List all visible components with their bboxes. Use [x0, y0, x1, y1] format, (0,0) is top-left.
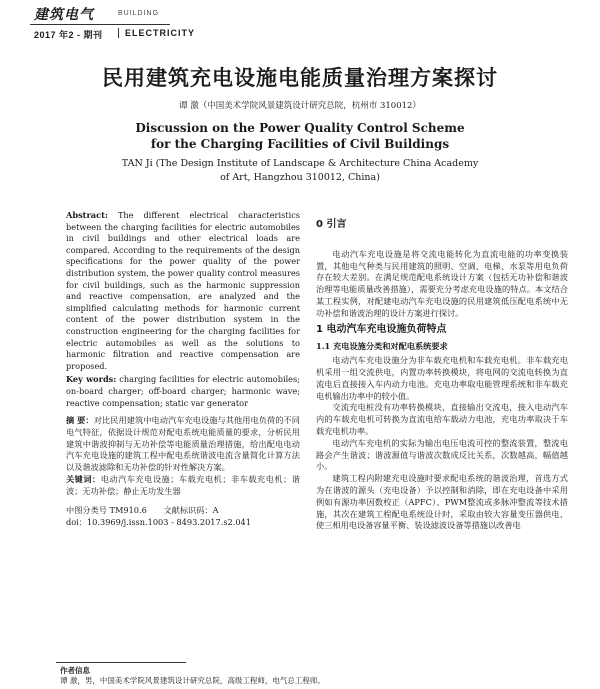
section-1-1-paragraph-1: 电动汽车充电设施分为非车载充电机和车载充电机。非车载充电机采用一组交流供电，内置功率转换模块，将电网的交流电转换为直流电后直接接入车内动力电池。充电功率取电能管理系统和非车载充电机输出功率中的较小值。 — [316, 355, 568, 401]
keywords-text: charging facilities for electric automobiles; on-board charger; off-board charger; harmonic wave; reactive compensation; static var generator — [66, 374, 300, 408]
journal-brand-cn: 建筑电气 — [34, 7, 94, 23]
authors-en-line1: TAN Ji (The Design Institute of Landscape & Architecture China Academy — [121, 158, 479, 169]
journal-issue: 2017 年2 - 期刊 — [34, 30, 103, 40]
abstract-label: Abstract: — [66, 210, 108, 220]
article-meta — [66, 504, 300, 528]
journal-name-en: ELECTRICITY — [118, 28, 195, 38]
authors-cn: 谭 激（中国美术学院风景建筑设计研究总院，杭州市 310012） — [179, 101, 421, 111]
author-info-line: 谭 激，男，中国美术学院风景建筑设计研究总院，高级工程师，电气总工程师。 — [60, 676, 325, 685]
authors-en — [0, 157, 600, 185]
section-1-1-paragraph-3: 电动汽车充电机的实际为输出电压电流可控的整流装置，整流电路会产生谐波；谐波源值与谐波次数成反比关系，次数越高，幅值越小。 — [316, 437, 568, 472]
section-1-1-title: 1.1 充电设施分类和对配电系统要求 — [316, 341, 448, 352]
clc-number: 中图分类号 TM910.6 — [66, 504, 147, 515]
abstract-text: The different electrical characteristics between the charging facilities for electric automobiles in civil buildings and other electrical loads are compared. According to the requirements of the design specifications for the power quality of the power distribution system, the power quality control measures for civil buildings, such as the harmonic suppression and reactive compensation, are analyzed and the simplified calculating methods for harmonic current content of the power distribution system in the construction engineering for the charging facilities for electric automobiles as well as the solutions to harmonic filtration and reactive compensation are proposed. — [66, 210, 300, 371]
doi: doi：10.3969/j.issn.1003 - 8493.2017.s2.041 — [66, 516, 251, 527]
author-info — [60, 666, 560, 686]
section-1-1-paragraph-4: 建筑工程内附建充电设施时要求配电系统的谐波治理，首选方式为在谐波的源头（充电设备）予以控制和消除，即在充电设备中采用例如有源功率因数校正（APFC）、PWM整流或多脉冲整流等技术措施，其次在建筑工程配电系统设计时，采取由较大容量变压器供电、使三相用电设备容量平衡、装设滤波设备等措施以改善电 — [316, 473, 568, 531]
abstract-en — [66, 210, 300, 372]
cn-keywords-text: 电动汽车充电设施；车载充电机；非车载充电机；谐波；无功补偿；静止无功发生器 — [66, 474, 300, 496]
right-column — [316, 215, 568, 532]
footer-rule — [56, 662, 186, 663]
journal-brand-en: BUILDING — [118, 10, 160, 17]
section-1-1-paragraph-2: 交流充电桩没有功率转换模块，直接输出交流电，接入电动汽车内的车载充电机可转换为直流电给车载动力电池，充电功率取决于车载充电机功率。 — [316, 402, 568, 436]
left-column — [66, 210, 300, 528]
section-0-paragraph: 电动汽车充电设施是将交流电能转化为直流电能的功率变换装置，其他电气种类与民用建筑的照明、空调、电梯、水泵等用电负荷存在较大差别。在满足规范配电系统设计方案（包括无功补偿和谐波治理等电能质量改善措施），需要充分考虑充电设施的特点。本文结合某工程实例，对配建电动汽车充电设施的民用建筑低压配电系统中无功补偿和谐波治理的设计方案进行探讨。 — [316, 248, 568, 318]
keywords-label: Key words: — [66, 374, 117, 385]
paper-title-en-line1: Discussion on the Power Quality Control Scheme — [135, 121, 465, 135]
paper-title-en-line2: for the Charging Facilities of Civil Buildings — [150, 137, 450, 151]
abstract-cn — [66, 415, 300, 498]
document-code: 文献标识码：A — [163, 504, 219, 515]
section-0-title: 0 引言 — [316, 219, 347, 230]
authors-en-line2: of Art, Hangzhou 310012, China) — [220, 172, 380, 183]
author-info-label: 作者信息 — [60, 666, 90, 675]
cn-keywords-label: 关键词： — [66, 474, 101, 485]
journal-header — [0, 0, 600, 50]
header-rule — [30, 24, 170, 25]
paper-title-en — [0, 120, 600, 152]
paper-title-cn: 民用建筑充电设施电能质量治理方案探讨 — [102, 66, 498, 90]
cn-abstract-text: 对比民用建筑中电动汽车充电设施与其他用电负荷的不同电气特征，依据设计规范对配电系统电能质量的要求，分析民用建筑中谐波抑制与无功补偿等电能质量治理措施，给出配电电动汽车充电设施的建筑工程中配电系统谐波电流含量简化计算方法以及谐波滤除和无功补偿的针对性解决方案。 — [66, 415, 300, 473]
section-1-title: 1 电动汽车充电设施负荷特点 — [316, 323, 447, 335]
keywords-en — [66, 374, 300, 409]
cn-abstract-label: 摘 要： — [66, 415, 94, 426]
